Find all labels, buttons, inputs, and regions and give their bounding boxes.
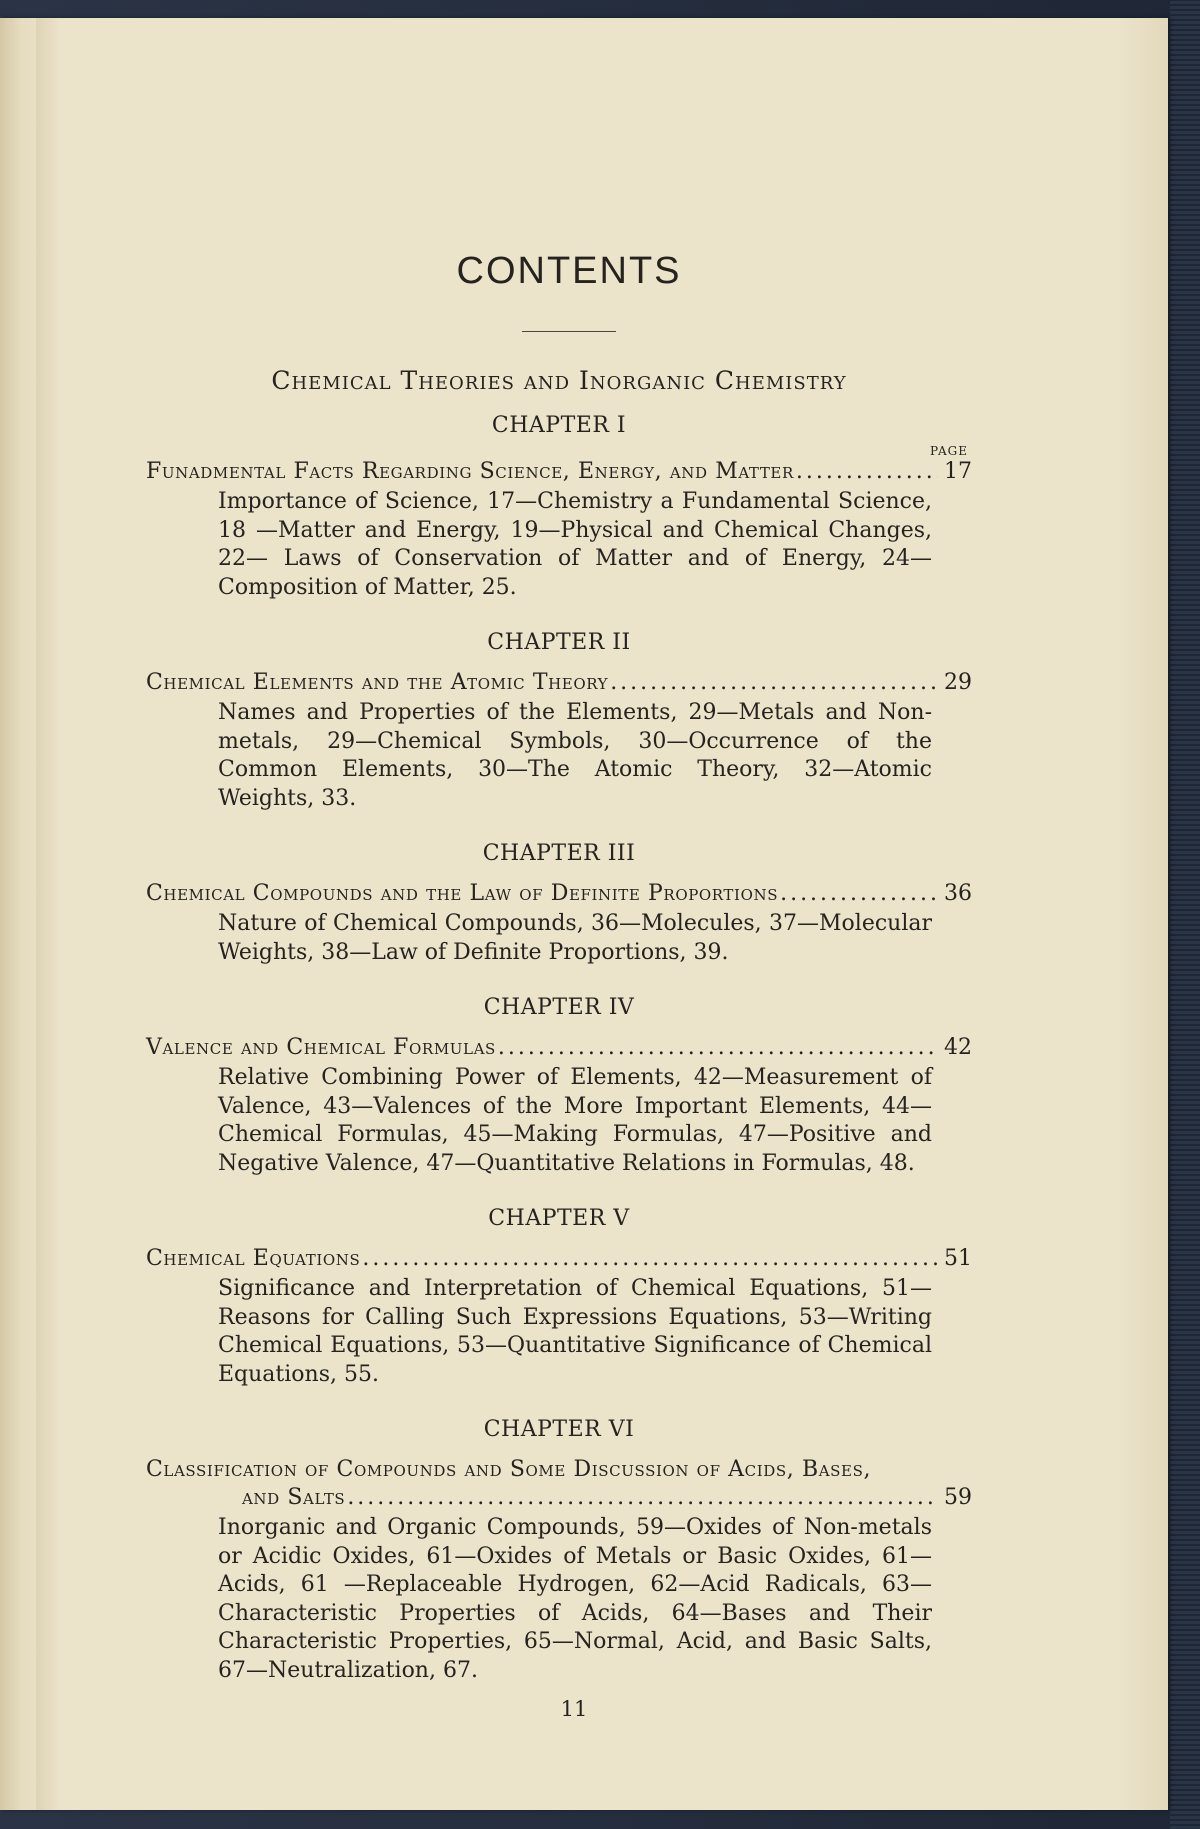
chapter-title: Funadmental Facts Regarding Science, Energy, and Matter: [146, 459, 794, 484]
chapter-entry[interactable]: [146, 1245, 972, 1273]
chapter-title-continued: and Salts: [242, 1485, 346, 1510]
chapter-label: CHAPTER I: [491, 413, 627, 438]
chapter-description: Importance of Science, 17—Chemistry a Fundamental Science, 18 —Matter and Energy, 19—Physical and Chemical Changes, 22— Laws of Conservation of Matter and of Energy, 24—Composition of Matter, 25.: [218, 489, 932, 600]
chapter-entry[interactable]: [146, 669, 972, 697]
page-number: 42: [944, 1035, 972, 1060]
chapter-block: [146, 1206, 972, 1389]
chapter-label: CHAPTER VI: [483, 1417, 635, 1442]
contents-title: CONTENTS: [456, 250, 682, 292]
chapter-entry[interactable]: [146, 880, 972, 908]
chapter-description: Inorganic and Organic Compounds, 59—Oxides of Non-metals or Acidic Oxides, 61—Oxides of Metals or Basic Oxides, 61—Acids, 61 —Replaceable Hydrogen, 62—Acid Radicals, 63—Characteristic Properties of Acids, 64—Bases and Their Characteristic Properties, 65—Normal, Acid, and Basic Salts, 67—Neutralization, 67.: [218, 1515, 932, 1683]
chapter-entry[interactable]: [146, 1034, 972, 1062]
page-number: 17: [944, 459, 972, 484]
chapter-block: [146, 1417, 972, 1685]
chapter-label: CHAPTER III: [482, 841, 636, 866]
chapter-description: Nature of Chemical Compounds, 36—Molecules, 37—Molecular Weights, 38—Law of Definite Proportions, 39.: [218, 911, 932, 965]
dot-leaders: [780, 880, 938, 908]
chapter-label: CHAPTER II: [487, 630, 631, 655]
chapter-block: [146, 841, 972, 967]
chapter-description: Relative Combining Power of Elements, 42—Measurement of Valence, 43—Valences of the More Important Elements, 44—Chemical Formulas, 45—Making Formulas, 47—Positive and Negative Valence, 47—Quantitative Relations in Formulas, 48.: [218, 1065, 932, 1176]
chapter-label: CHAPTER V: [488, 1206, 630, 1231]
page-number: 51: [944, 1246, 972, 1271]
folio-page-number: 11: [560, 1697, 588, 1721]
dot-leaders: [796, 458, 938, 486]
dot-leaders: [610, 669, 938, 697]
chapter-block: [146, 630, 972, 813]
page-number: 59: [944, 1485, 972, 1510]
chapter-title: Chemical Equations: [146, 1246, 361, 1271]
chapter-block: [146, 995, 972, 1178]
contents-body: [146, 250, 972, 1721]
chapter-description: Names and Properties of the Elements, 29—Metals and Non-metals, 29—Chemical Symbols, 30—Occurrence of the Common Elements, 30—The Atomic Theory, 32—Atomic Weights, 33.: [218, 700, 932, 811]
chapter-entry[interactable]: [146, 458, 972, 486]
chapter-title: Valence and Chemical Formulas: [146, 1035, 496, 1060]
chapter-label: CHAPTER IV: [483, 995, 635, 1020]
page-number: 29: [944, 670, 972, 695]
chapter-title: Chemical Compounds and the Law of Definite Proportions: [146, 881, 779, 906]
part-title: Chemical Theories and Inorganic Chemistry: [271, 366, 847, 395]
dot-leaders: [347, 1484, 938, 1512]
book-page: [0, 18, 1168, 1810]
chapter-entry[interactable]: [146, 1484, 972, 1512]
dot-leaders: [498, 1034, 938, 1062]
chapter-description: Significance and Interpretation of Chemical Equations, 51—Reasons for Calling Such Expressions Equations, 53—Writing Chemical Equations, 53—Quantitative Significance of Chemical Equations, 55.: [218, 1276, 932, 1387]
dot-leaders: [362, 1245, 938, 1273]
title-rule: [522, 331, 616, 332]
chapter-title-line[interactable]: Classification of Compounds and Some Discussion of Acids, Bases,: [146, 1457, 872, 1482]
page-gutter: [36, 18, 60, 1810]
page-column-header: PAGE: [930, 444, 968, 458]
chapter-title: Chemical Elements and the Atomic Theory: [146, 670, 609, 695]
cover-edge: [1170, 0, 1200, 1829]
page-number: 36: [944, 881, 972, 906]
